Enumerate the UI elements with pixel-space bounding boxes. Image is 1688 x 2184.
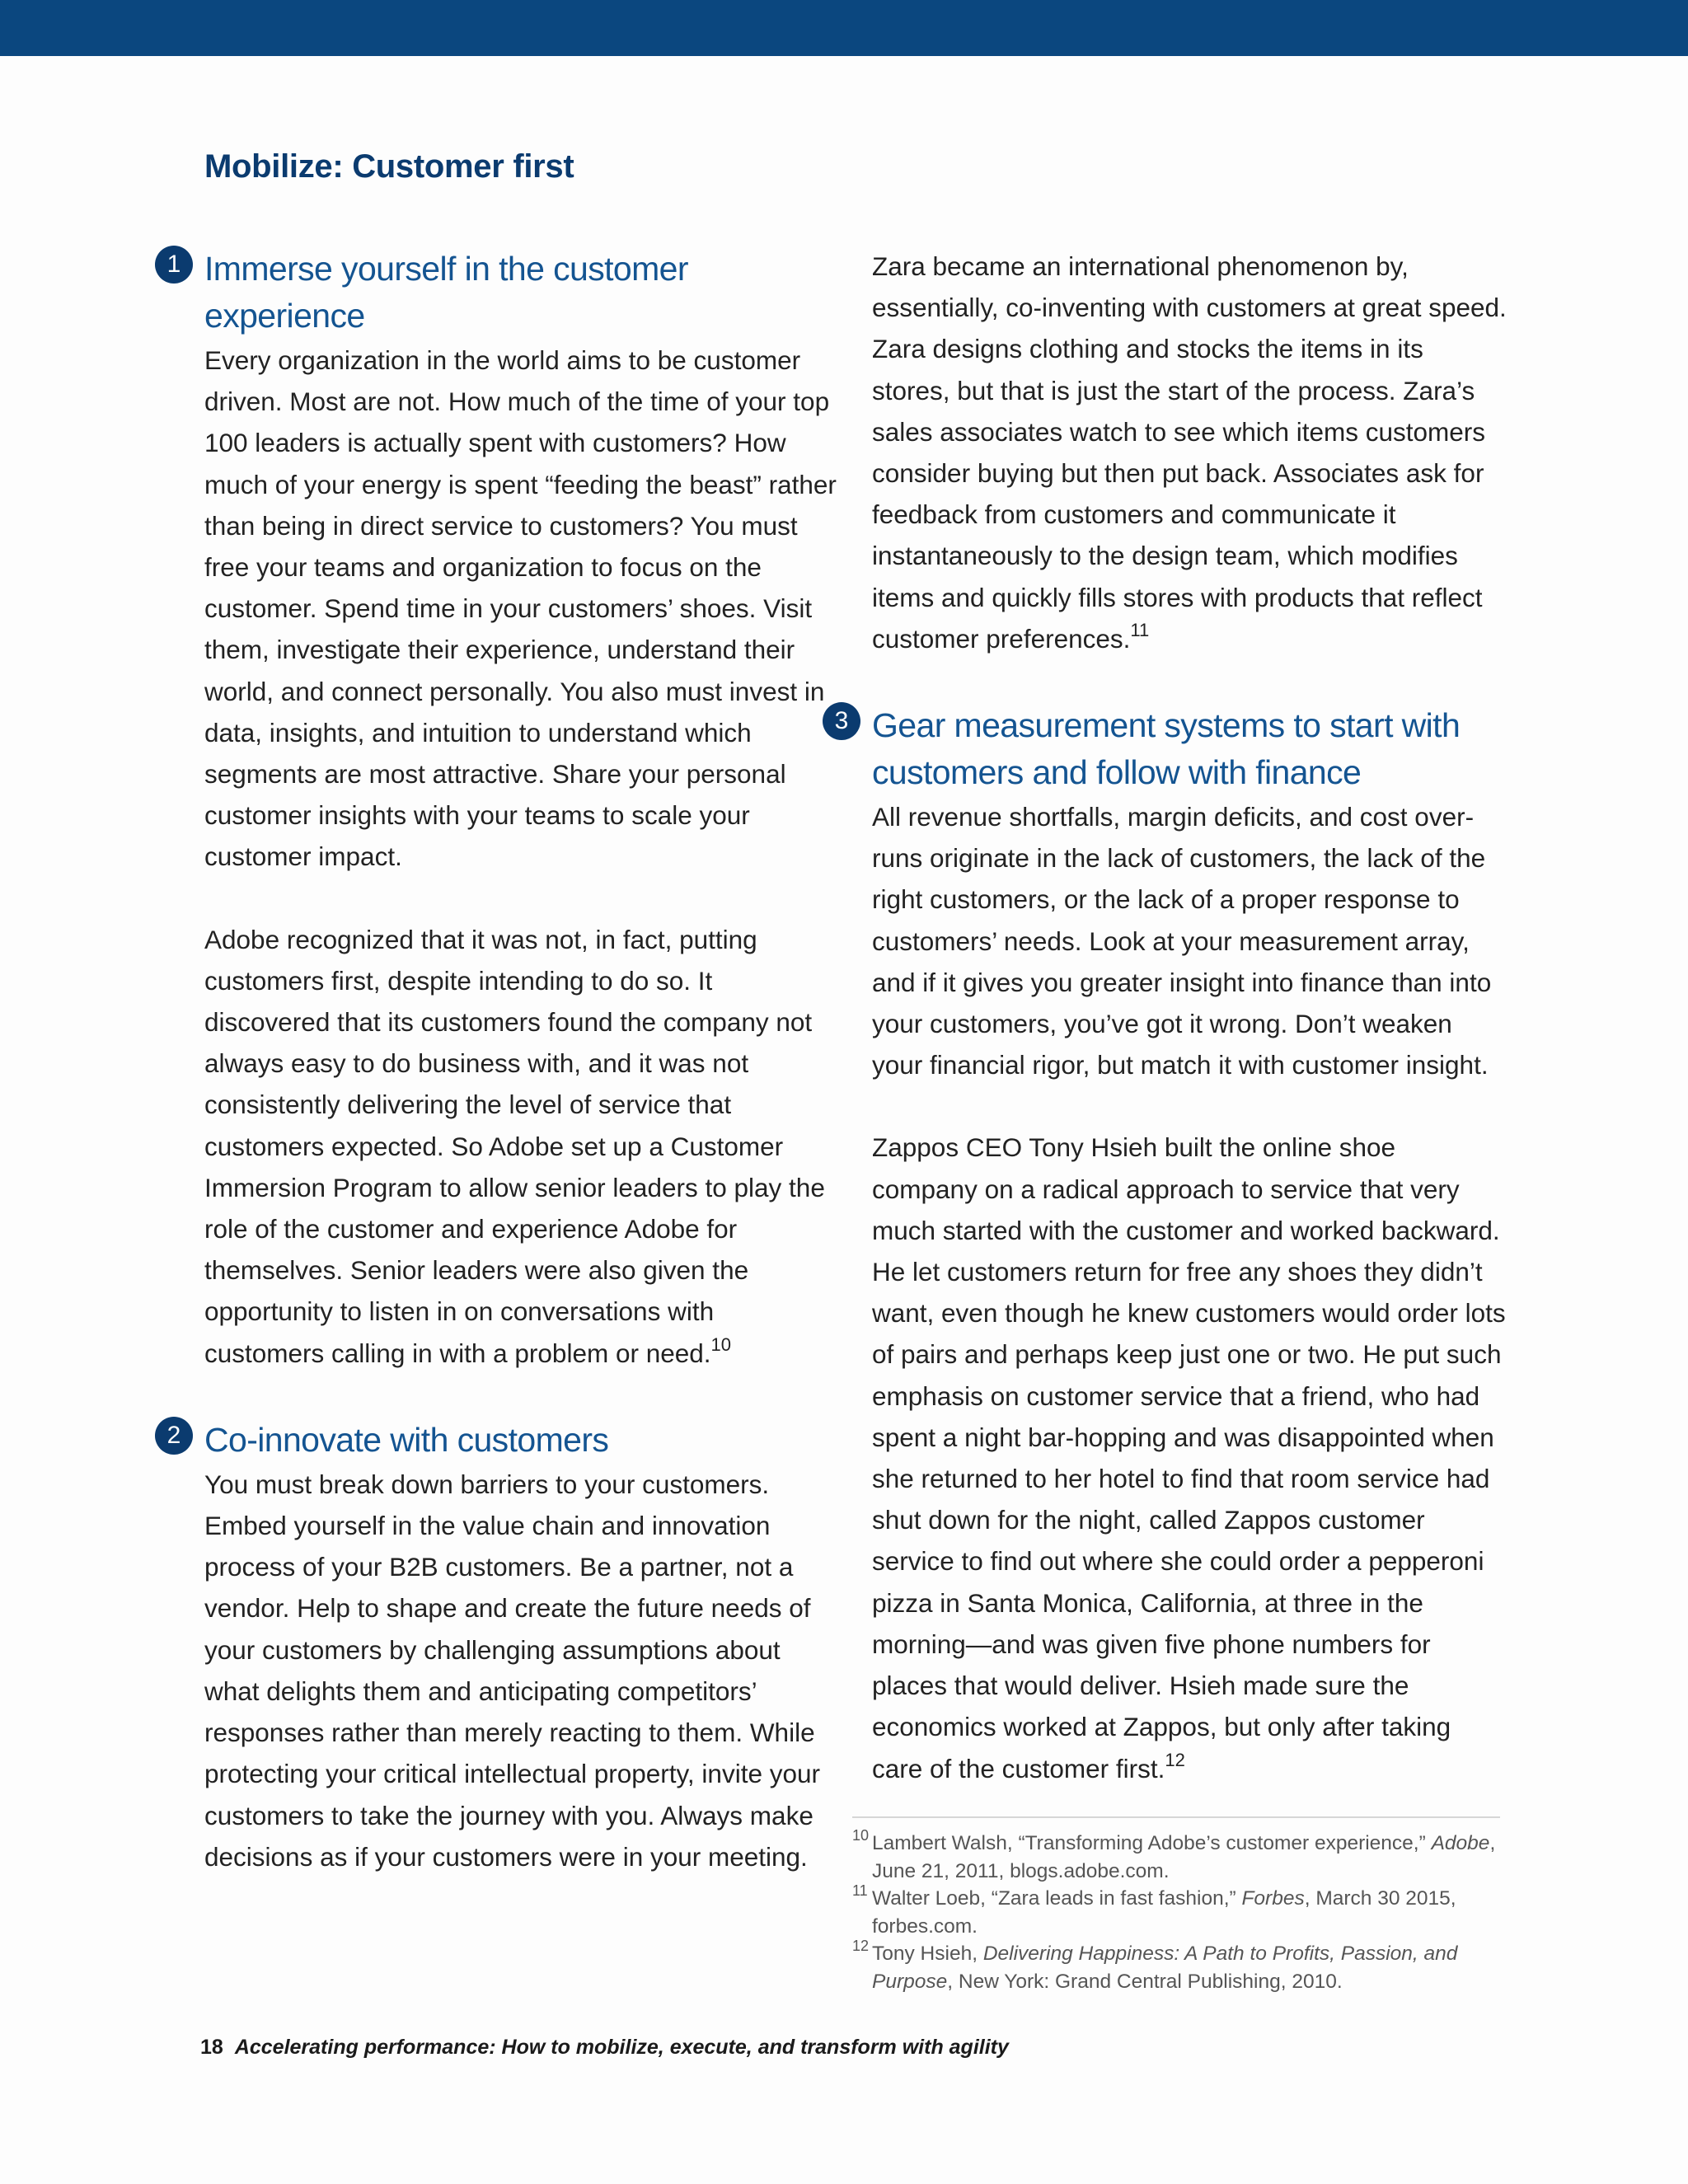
page-number: 18 xyxy=(200,2036,223,2059)
section-heading: Gear measurement systems to start with customers and follow with finance xyxy=(872,706,1461,792)
footnote-text-end: , June 21, 2011, blogs.adobe.com. xyxy=(872,1832,1496,1882)
footnote-number: 12 xyxy=(852,1938,870,1954)
header-bar xyxy=(0,0,1688,56)
section-number-badge: 1 xyxy=(155,246,193,284)
left-column xyxy=(166,246,839,1877)
footnote-source: Delivering Happiness: A Path to Profits, Passion, and Purpose xyxy=(872,1943,1458,1993)
footnote-text: Walter Loeb, “Zara leads in fast fashion,” xyxy=(872,1887,1242,1910)
zara-paragraph-text: Zara became an international phenomenon by, essentially, co-inventing with customers at great speed. Zara designs clothing and stocks the items in its stores, but that is just the start of the process. Zara’s sales associates watch to see which items customers consider buying but then put back. Associates ask for feedback from customers and communicate it instantaneously to the design team, which modifies items and quickly fills stores with products that reflect customer preferences. xyxy=(872,251,1507,654)
footnote-source: Adobe xyxy=(1431,1832,1490,1854)
footnote-source: Forbes xyxy=(1241,1887,1305,1910)
footnotes xyxy=(852,1816,1500,1995)
footer-title: Accelerating performance: How to mobilize, execute, and transform with agility xyxy=(234,2036,1009,2059)
footnote xyxy=(852,1827,1500,1885)
section-1 xyxy=(166,246,839,1374)
footnote-number: 11 xyxy=(852,1882,868,1899)
footnote-ref: 11 xyxy=(1130,619,1150,640)
footnote-ref: 12 xyxy=(1165,1749,1185,1770)
section-number-badge: 3 xyxy=(823,702,860,740)
section-paragraph: Every organization in the world aims to be customer driven. Most are not. How much of the time of your top 100 leaders is actually spent with customers? How much of your energy is spent “feeding the beast” rather than being in direct service to customers? You must free your teams and organization to focus on the customer. Spend time in your customers’ shoes. Visit them, investigate their experience, understand their world, and connect personally. You also must invest in data, insights, and intuition to understand which segments are most attractive. Share your personal customer insights with your teams to scale your customer impact. xyxy=(204,345,837,872)
adobe-paragraph-text: Adobe recognized that it was not, in fact, putting customers first, despite intending to do so. It discovered that its customers found the company not always easy to do business with, and it was not consistently delivering the level of service that customers expected. So Adobe set up a Customer Immersion Program to allow senior leaders to play the role of the customer and experience Adobe for themselves. Senior leaders were also given the opportunity to listen in on conversations with customers calling in with a problem or need. xyxy=(204,924,825,1368)
footnote-text: Lambert Walsh, “Transforming Adobe’s customer experience,” xyxy=(872,1832,1432,1854)
section-3 xyxy=(834,702,1507,1789)
section-heading: Co-innovate with customers xyxy=(204,1420,609,1459)
section-paragraph: All revenue shortfalls, margin deficits, and cost over-runs originate in the lack of customers, the lack of the right customers, or the lack of a proper response to customers’ needs. Look at your measurement array, and if it gives you greater insight into finance than into your customers, you’ve got it wrong. Don’t weaken your financial rigor, but match it with customer insight. xyxy=(872,802,1492,1080)
page-footer xyxy=(200,2036,1009,2060)
adobe-paragraph xyxy=(204,919,839,1374)
footnote xyxy=(852,1940,1500,1995)
section-paragraph: You must break down barriers to your customers. Embed yourself in the value chain and innovation process of your B2B customers. Be a partner, not a vendor. Help to shape and create the future needs of your customers by challenging assumptions about what delights them and anticipating competitors’ responses rather than merely reacting to them. While protecting your critical intellectual property, invite your customers to take the journey with you. Always make decisions as if your customers were in your meeting. xyxy=(204,1469,821,1872)
page-title: Mobilize: Customer first xyxy=(204,148,574,185)
right-column xyxy=(834,246,1507,1789)
footnote-ref: 10 xyxy=(710,1333,732,1355)
footnote xyxy=(852,1882,1500,1940)
footnote-number: 10 xyxy=(852,1827,870,1844)
section-number-badge: 2 xyxy=(155,1417,193,1455)
zappos-paragraph xyxy=(872,1127,1507,1788)
zara-paragraph xyxy=(872,246,1507,659)
footnote-text: Tony Hsieh, xyxy=(872,1943,983,1965)
section-2 xyxy=(166,1417,839,1877)
section-heading: Immerse yourself in the customer experience xyxy=(204,250,688,335)
footnote-text-end: , March 30 2015, forbes.com. xyxy=(872,1887,1456,1938)
zappos-paragraph-text: Zappos CEO Tony Hsieh built the online shoe company on a radical approach to service that very much started with the customer and worked backward. He let customers return for free any shoes they didn’t want, even though he knew customers would order lots of pairs and perhaps keep just one or two. He put such emphasis on customer service that a friend, who had spent a night bar-hopping and was disappointed when she returned to her hotel to find that room service had shut down for the night, called Zappos customer service to find out where she could order a pepperoni pizza in Santa Monica, California, at three in the morning—and was given five phone numbers for places that would deliver. Hsieh made sure the economics worked at Zappos, but only after taking care of the customer first. xyxy=(872,1132,1506,1783)
footnote-text-end: , New York: Grand Central Publishing, 2010. xyxy=(947,1970,1343,1993)
